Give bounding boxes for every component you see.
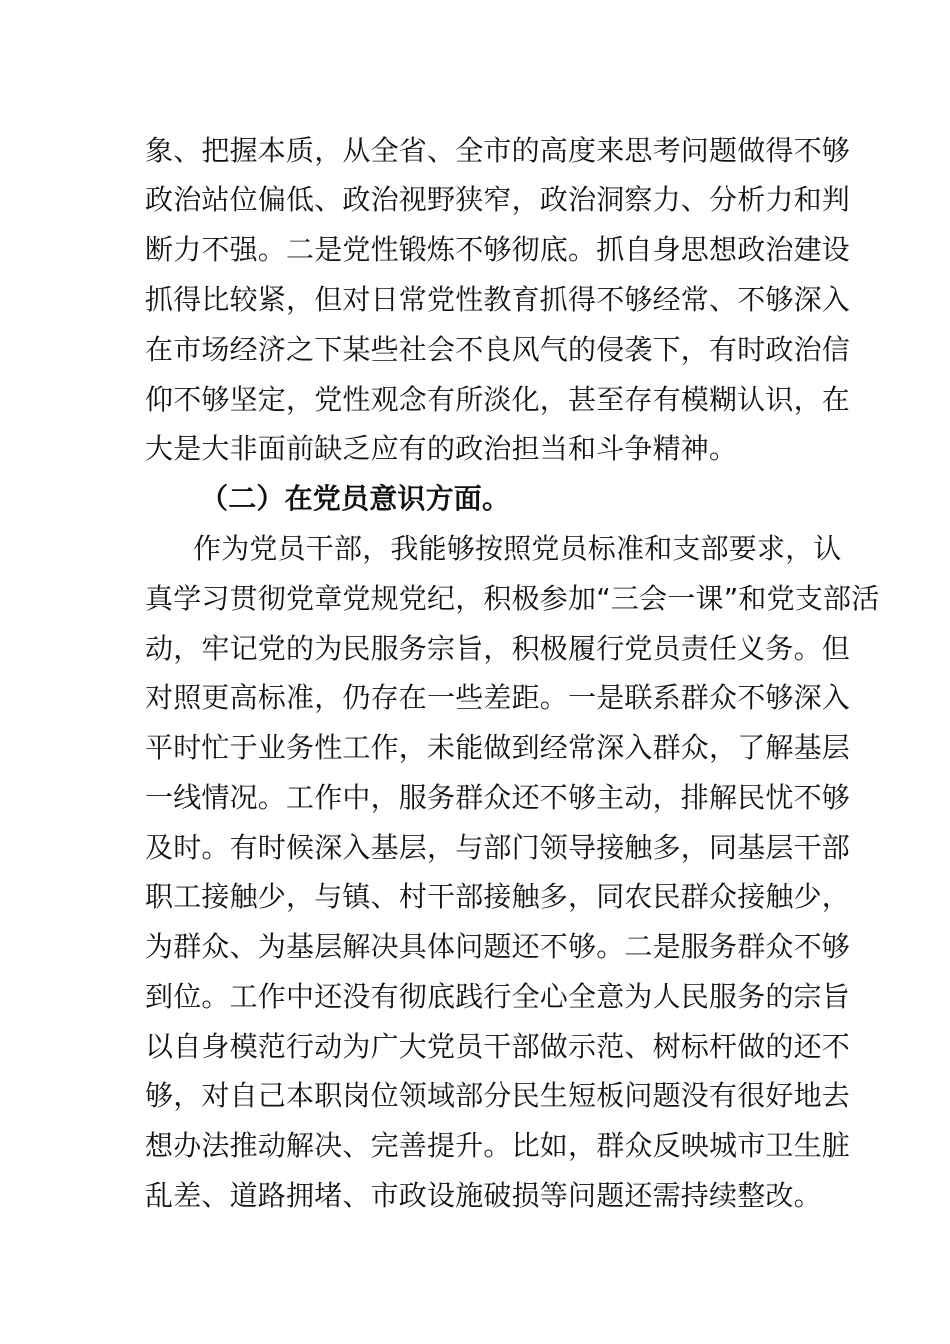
- paragraph-line: 政治站位偏低、政治视野狭窄，政治洞察力、分析力和判: [145, 183, 851, 216]
- paragraph-line: 在市场经济之下某些社会不良风气的侵袭下，有时政治信: [145, 333, 851, 366]
- paragraph-line: 及时。有时候深入基层，与部门领导接触多，同基层干部: [145, 831, 851, 864]
- paragraph-line: 以自身模范行动为广大党员干部做示范、树标杆做的还不: [145, 1030, 851, 1063]
- paragraph-line: 职工接触少，与镇、村干部接触多，同农民群众接触少，: [145, 880, 851, 913]
- paragraph-line: 仰不够坚定，党性观念有所淡化，甚至存有模糊认识，在: [145, 383, 851, 416]
- paragraph-line: 断力不强。二是党性锻炼不够彻底。抓自身思想政治建设: [145, 233, 851, 266]
- paragraph-line: 到位。工作中还没有彻底践行全心全意为人民服务的宗旨: [145, 980, 851, 1013]
- paragraph-line: 真学习贯彻党章党规党纪，积极参加“三会一课”和党支部活: [145, 582, 880, 615]
- paragraph-line: 为群众、为基层解决具体问题还不够。二是服务群众不够: [145, 930, 851, 963]
- paragraph-line: 动，牢记党的为民服务宗旨，积极履行党员责任义务。但: [145, 632, 851, 665]
- section-heading: （二）在党员意识方面。: [200, 482, 511, 515]
- paragraph-line: 乱差、道路拥堵、市政设施破损等问题还需持续整改。: [145, 1179, 822, 1212]
- paragraph-line: 平时忙于业务性工作，未能做到经常深入群众，了解基层: [145, 731, 851, 764]
- paragraph-line: 对照更高标准，仍存在一些差距。一是联系群众不够深入: [145, 681, 851, 714]
- paragraph-line: 大是大非面前缺乏应有的政治担当和斗争精神。: [145, 432, 738, 465]
- paragraph-line: 象、把握本质，从全省、全市的高度来思考问题做得不够: [145, 134, 851, 167]
- paragraph-line: 抓得比较紧，但对日常党性教育抓得不够经常、不够深入: [145, 283, 851, 316]
- paragraph-line: 一线情况。工作中，服务群众还不够主动，排解民忧不够: [145, 781, 851, 814]
- paragraph-line: 够，对自己本职岗位领域部分民生短板问题没有很好地去: [145, 1079, 851, 1112]
- paragraph-line: 想办法推动解决、完善提升。比如，群众反映城市卫生脏: [145, 1129, 851, 1162]
- paragraph-first-line: 作为党员干部，我能够按照党员标准和支部要求，认: [193, 532, 842, 565]
